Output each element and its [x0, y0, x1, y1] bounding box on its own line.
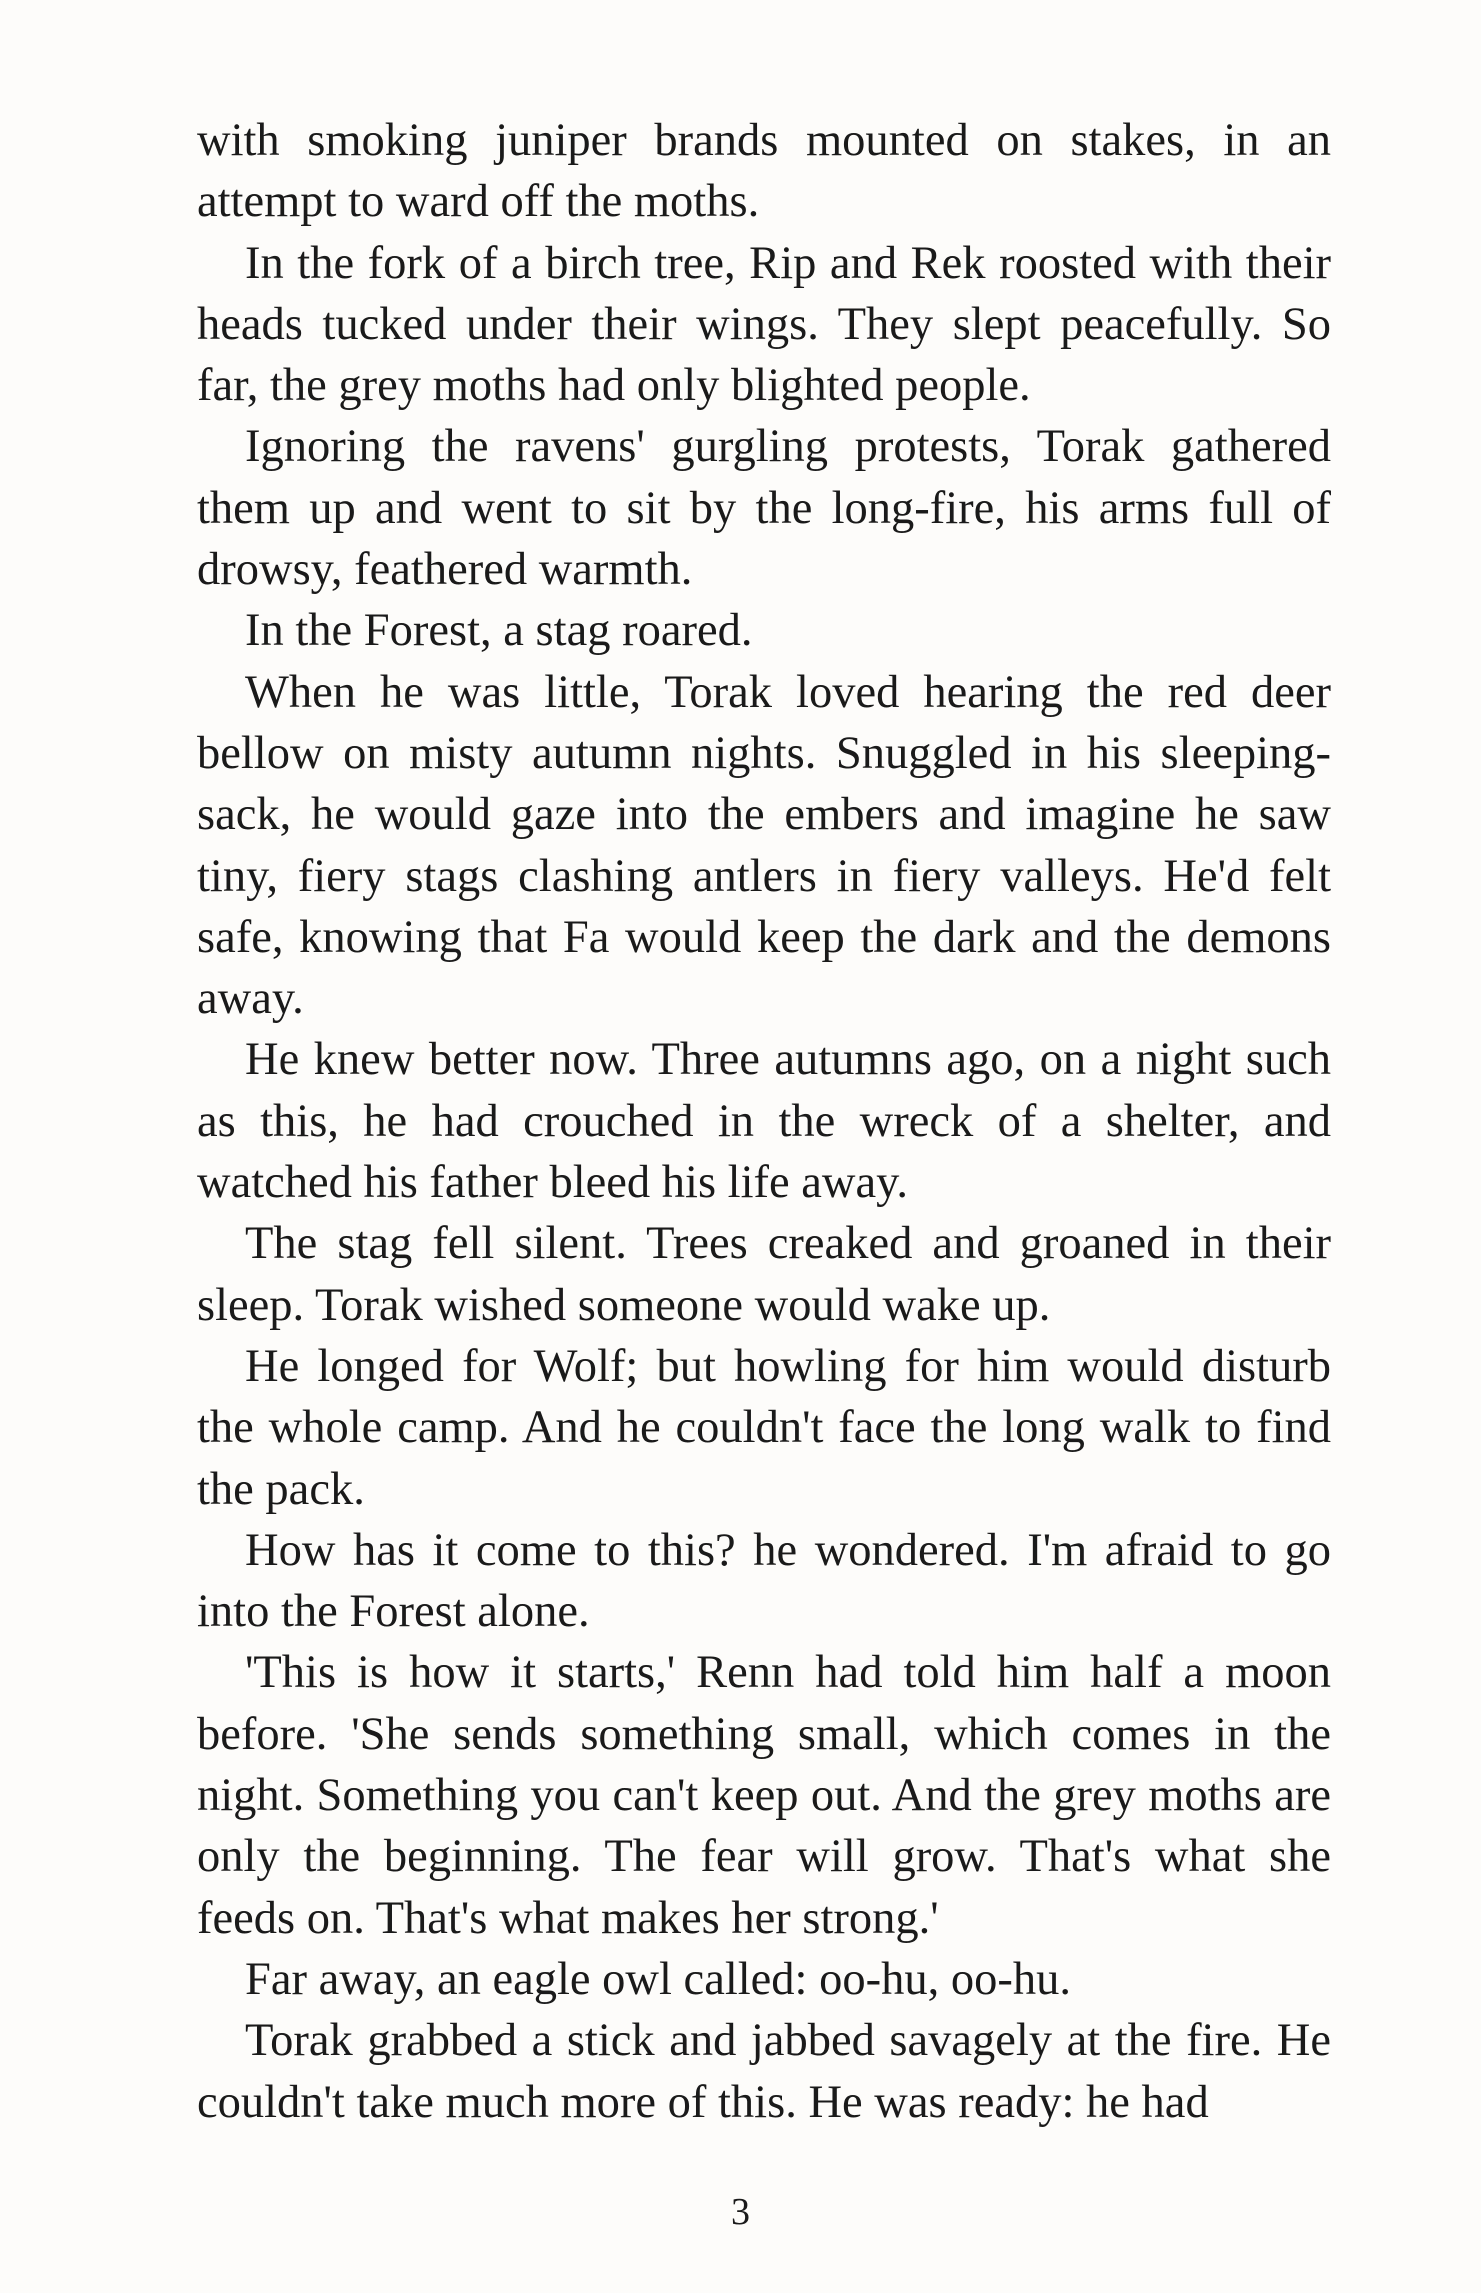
paragraph-7: The stag fell silent. Trees creaked and groaned in their sleep. Torak wished someone would wake up. [197, 1218, 1331, 1331]
paragraph-2: In the fork of a birch tree, Rip and Rek roosted with their heads tucked under their wings. They slept peacefully. So far, the grey moths had only blighted people. [197, 237, 1331, 412]
paragraph-8: He longed for Wolf; but howling for him would disturb the whole camp. And he couldn't face the long walk to find the pack. [197, 1340, 1331, 1515]
paragraph-3: Ignoring the ravens' gurgling protests, Torak gathered them up and went to sit by the long-fire, his arms full of drowsy, feathered warmth. [197, 421, 1331, 596]
paragraph-9: How has it come to this? he wondered. I'm afraid to go into the Forest alone. [197, 1524, 1331, 1638]
paragraph-12: Torak grabbed a stick and jabbed savagely at the fire. He couldn't take much more of this. He was ready: he had [197, 2015, 1331, 2128]
page-number: 3 [731, 2191, 750, 2233]
paragraph-4: In the Forest, a stag roared. [245, 605, 753, 657]
paragraph-10: 'This is how it starts,' Renn had told him half a moon before. 'She sends something small, which comes in the night. Something you can't keep out. And the grey moths are only the beginning. The fear will grow. That's what she feeds on. That's what makes her strong.' [197, 1647, 1331, 1944]
paragraph-11: Far away, an eagle owl called: oo-hu, oo-hu. [245, 1953, 1071, 2005]
paragraph-6: He knew better now. Three autumns ago, on a night such as this, he had crouched in the wreck of a shelter, and watched his father bleed his life away. [197, 1034, 1331, 1209]
paragraph-1: with smoking juniper brands mounted on stakes, in an attempt to ward off the moths. [197, 115, 1331, 228]
paragraph-5: When he was little, Torak loved hearing the red deer bellow on misty autumn nights. Snuggled in his sleeping-sack, he would gaze into the embers and imagine he saw tiny, fiery stags clashing antlers in fiery valleys. He'd felt safe, knowing that Fa would keep the dark and the demons away. [197, 666, 1331, 1025]
page-text [197, 110, 1331, 2133]
